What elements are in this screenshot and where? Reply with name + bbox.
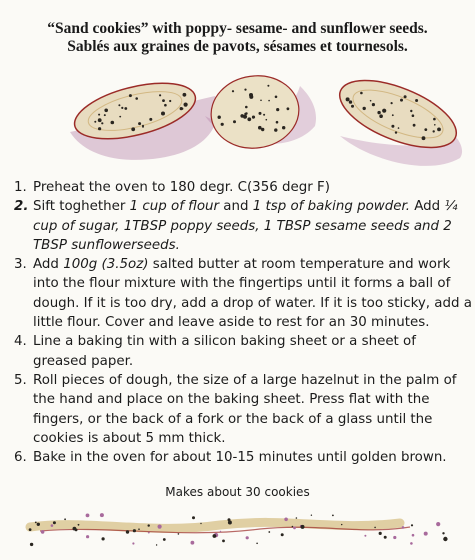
- step-number: 4.: [14, 334, 27, 350]
- seed: [392, 114, 394, 116]
- step-4: [14, 332, 472, 371]
- step-1: [14, 178, 472, 197]
- crumb: [402, 526, 405, 529]
- crumb: [379, 532, 382, 535]
- seed: [360, 92, 363, 95]
- crumb: [178, 533, 180, 535]
- seed: [183, 93, 187, 97]
- seed: [101, 122, 103, 124]
- crumb: [200, 523, 201, 524]
- crumb: [384, 536, 387, 539]
- seed: [232, 90, 234, 92]
- crumb: [268, 531, 270, 533]
- crumb: [78, 524, 80, 526]
- seed: [181, 108, 183, 110]
- seed: [169, 100, 171, 102]
- seed: [372, 103, 375, 106]
- seed: [263, 114, 265, 116]
- seed: [346, 97, 350, 101]
- seed: [98, 118, 102, 122]
- seed: [104, 109, 108, 113]
- seed: [131, 127, 135, 131]
- crumb: [133, 529, 136, 532]
- crumb: [436, 522, 440, 526]
- seed: [138, 122, 141, 125]
- seed: [159, 94, 161, 96]
- step-number: 6.: [14, 450, 27, 466]
- crumb: [148, 532, 150, 534]
- crumb: [213, 534, 217, 538]
- crumb: [86, 514, 90, 518]
- step-text: salted butter at room temperature and work into the flour mixture with the fingertips until it forms a ball of dough. If it is too dry, add a drop of water. If it is too sticky, add a little flour. Cover and leave aside to rest for an 30 minutes.: [33, 257, 472, 331]
- crumb: [281, 533, 284, 536]
- crumb: [228, 521, 232, 525]
- step-text: Add: [410, 199, 445, 215]
- crumb: [73, 527, 77, 531]
- yield-note: Makes about 30 cookies: [165, 485, 310, 499]
- seed: [282, 126, 285, 129]
- ingredient-baking-powder: 1 tsp of baking powder.: [252, 199, 410, 215]
- seed: [439, 129, 441, 131]
- crumb: [191, 541, 195, 545]
- crumb: [341, 524, 342, 525]
- seed: [268, 100, 270, 102]
- crumb: [132, 542, 134, 544]
- seed: [370, 100, 372, 102]
- step-number: 2.: [14, 199, 29, 215]
- seed: [244, 89, 246, 91]
- crumb: [332, 515, 334, 517]
- step-text: Line a baking tin with a silicon baking sheet or a sheet of greased paper.: [33, 334, 416, 369]
- crumb: [156, 544, 157, 545]
- seed: [274, 128, 277, 131]
- crumb: [256, 543, 258, 545]
- seed: [98, 127, 101, 130]
- crumb: [284, 518, 288, 522]
- crumb: [220, 531, 221, 532]
- title-english: “Sand cookies” with poppy- sesame- and sunflower seeds.: [47, 20, 428, 37]
- seed: [259, 112, 262, 115]
- crumb: [443, 537, 447, 541]
- seed: [244, 113, 247, 116]
- crumb: [64, 518, 66, 520]
- crumb: [138, 528, 140, 530]
- seed: [142, 126, 144, 128]
- seed: [404, 95, 407, 98]
- step-number: 1.: [14, 180, 27, 195]
- seed: [135, 97, 138, 100]
- crumb: [246, 536, 249, 539]
- seed: [424, 128, 427, 131]
- crumb: [37, 523, 40, 526]
- seed: [94, 121, 96, 123]
- seed: [162, 99, 165, 102]
- step-3: [14, 255, 472, 332]
- seed: [413, 124, 416, 127]
- crumb: [412, 534, 415, 537]
- crumb: [29, 528, 32, 531]
- seed: [240, 114, 244, 118]
- step-text: Sift toghether: [33, 199, 130, 215]
- seed: [260, 100, 262, 102]
- seed: [129, 94, 132, 97]
- crumb-stroke: [30, 522, 400, 528]
- crumb: [293, 527, 296, 530]
- crumb: [102, 537, 105, 540]
- crumb: [192, 516, 195, 519]
- crumb: [292, 526, 294, 528]
- step-number: 5.: [14, 372, 27, 388]
- crumbs-decoration: [0, 505, 475, 560]
- seed: [149, 118, 152, 121]
- cookies-illustration: [0, 66, 475, 176]
- seed: [118, 104, 120, 106]
- seed: [377, 111, 380, 114]
- ingredient-flour: 1 cup of flour: [129, 199, 220, 215]
- seed: [433, 130, 435, 132]
- step-text: Bake in the oven for about 10-15 minutes until golden brown.: [33, 450, 447, 466]
- seed: [276, 121, 279, 124]
- seed: [400, 99, 403, 102]
- crumb: [35, 522, 37, 524]
- seed: [121, 107, 123, 109]
- recipe-steps: [14, 178, 472, 467]
- seed: [98, 114, 100, 116]
- seed: [221, 123, 224, 126]
- crumb: [311, 515, 312, 516]
- step-text: and: [219, 199, 253, 215]
- seed: [287, 107, 290, 110]
- seed: [164, 104, 167, 107]
- ingredient-butter: 100g (3.5oz): [63, 257, 149, 273]
- seed: [395, 131, 397, 133]
- crumb: [51, 524, 54, 527]
- step-text: Roll pieces of dough, the size of a large hazelnut in the palm of the hand and place on the baking sheet. Press flat with the fingers, or the back of a fork or the back of a glass until the cookies is about 5 mm thick.: [33, 372, 457, 446]
- seed: [382, 109, 386, 113]
- seed: [391, 102, 393, 104]
- crumb: [53, 521, 56, 524]
- seed: [275, 96, 278, 99]
- seed: [422, 136, 426, 140]
- seed: [391, 125, 394, 128]
- crumb: [41, 530, 45, 534]
- seed: [258, 126, 262, 130]
- seed: [111, 121, 115, 125]
- crumb: [163, 538, 166, 541]
- crumb: [301, 525, 305, 529]
- crumb: [442, 532, 444, 534]
- ingredient-sugar-seeds: ¼ cup of sugar, 1TBSP poppy seeds, 1 TBSP sesame seeds and 2 TBSP sunflowerseeds.: [33, 199, 458, 253]
- crumb: [364, 535, 366, 537]
- seed: [161, 112, 165, 116]
- crumb: [148, 524, 150, 526]
- seed: [349, 100, 352, 103]
- crumb: [126, 530, 129, 533]
- crumb: [296, 517, 298, 519]
- step-text: Add: [33, 257, 64, 273]
- seed: [119, 116, 121, 118]
- crumb: [158, 525, 162, 529]
- crumb: [30, 543, 33, 546]
- seed: [379, 114, 383, 118]
- seed: [261, 128, 264, 131]
- crumb: [374, 527, 376, 529]
- seed: [433, 118, 436, 121]
- seed: [412, 114, 415, 117]
- step-6: [14, 448, 472, 467]
- seed: [218, 116, 221, 119]
- step-2: [14, 197, 472, 255]
- seed: [410, 110, 412, 112]
- crumb: [411, 524, 413, 526]
- seed: [434, 124, 436, 126]
- seed: [245, 106, 248, 109]
- crumb: [424, 532, 428, 536]
- crumb: [222, 540, 225, 543]
- seed: [104, 114, 106, 116]
- seed: [233, 120, 236, 123]
- seed: [252, 116, 255, 119]
- crumb: [86, 535, 89, 538]
- seed: [398, 127, 400, 129]
- title-french: Sablés aux graines de pavots, sésames et tournesols.: [67, 38, 408, 55]
- step-text: Preheat the oven to 180 degr. C(356 degr F): [33, 180, 330, 195]
- seed: [415, 99, 418, 102]
- step-5: [14, 371, 472, 448]
- crumb: [100, 513, 104, 517]
- seed: [249, 93, 253, 97]
- step-number: 3.: [14, 257, 27, 273]
- crumb: [410, 542, 413, 545]
- seed: [124, 107, 127, 110]
- seed: [267, 85, 269, 87]
- seed: [266, 119, 268, 121]
- seed: [184, 103, 188, 107]
- crumb: [393, 536, 396, 539]
- seed: [351, 105, 354, 108]
- seed: [363, 107, 366, 110]
- seed: [247, 117, 251, 121]
- seed: [276, 108, 279, 111]
